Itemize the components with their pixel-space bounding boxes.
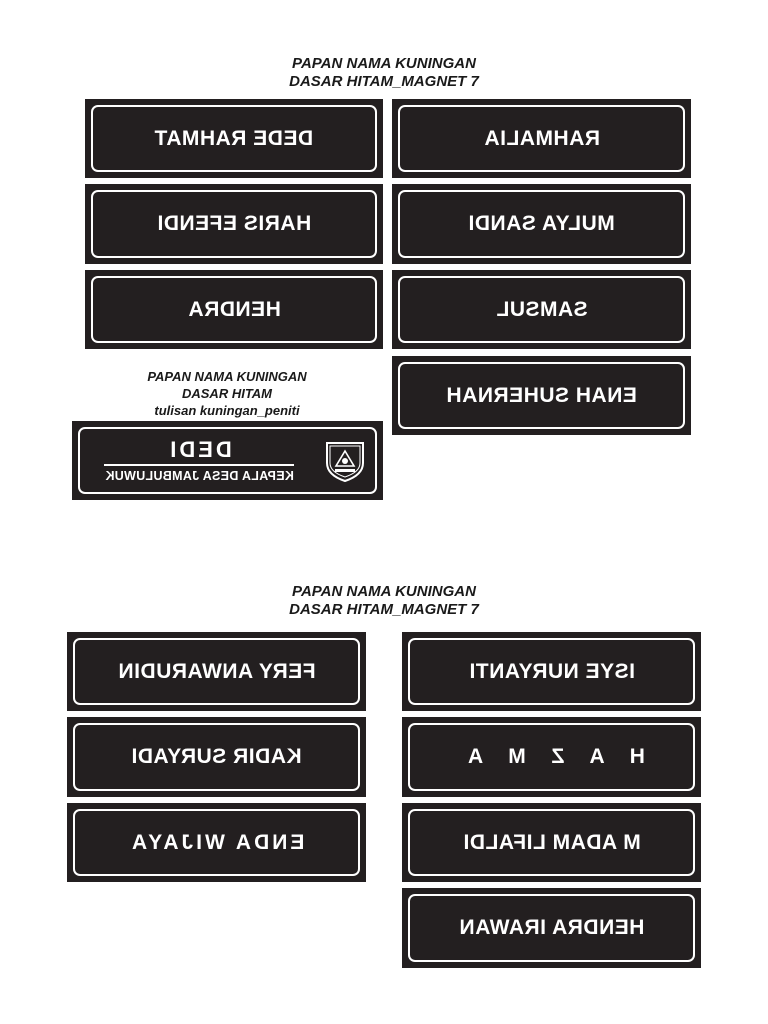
plate-name: DEDE RAHMAT: [154, 126, 314, 150]
name-plate: [402, 632, 701, 711]
plate-border: [408, 638, 695, 705]
plate-border: [73, 638, 360, 705]
plate-name: HARIS EFENDI: [156, 212, 312, 235]
badge-caption-line1: PAPAN NAMA KUNINGAN: [147, 369, 307, 384]
name-plate: [392, 356, 691, 435]
plate-name: MULYA SANDI: [468, 212, 615, 235]
plate-name: KADIR SURYADI: [131, 745, 302, 768]
name-plate: [392, 184, 691, 264]
plate-name: ENDA WIJAYA: [128, 830, 305, 854]
badge-border: [78, 427, 377, 494]
plate-name: ENAH SUHERNAH: [446, 383, 637, 407]
plate-name: HENDRA IRAWAN: [458, 916, 645, 939]
section1-caption: [234, 55, 534, 91]
name-plate: [392, 99, 691, 178]
name-plate: [67, 632, 366, 711]
plate-border: [408, 894, 695, 962]
plate-name: SAMSUL: [495, 297, 588, 321]
plate-border: [73, 809, 360, 876]
name-plate: [67, 803, 366, 882]
section2-caption: [234, 583, 534, 619]
plate-border: [91, 105, 377, 172]
section1-caption-line1: PAPAN NAMA KUNINGAN: [292, 55, 476, 72]
name-plate: [402, 888, 701, 968]
section2-caption-line1: PAPAN NAMA KUNINGAN: [292, 583, 476, 600]
name-plate: [85, 270, 383, 349]
badge-caption: [102, 368, 352, 419]
plate-name: H A Z M A: [458, 745, 645, 768]
plate-name: M ADAM LIFALDI: [462, 830, 641, 854]
name-badge: [72, 421, 383, 500]
section2-caption-line2: DASAR HITAM_MAGNET 7: [289, 601, 479, 618]
badge-name: DEDI: [167, 437, 232, 462]
plate-border: [408, 809, 695, 876]
name-plate: [85, 99, 383, 178]
plate-name: RAHMALIA: [483, 126, 600, 150]
plate-name: HENDRA: [187, 297, 281, 321]
name-plate: [67, 717, 366, 797]
name-plate: [402, 717, 701, 797]
section1-caption-line2: DASAR HITAM_MAGNET 7: [289, 73, 479, 90]
plate-border: [73, 723, 360, 791]
plate-name: FERY ANWARUDIN: [117, 659, 316, 683]
plate-border: [398, 362, 685, 429]
plate-border: [398, 190, 685, 258]
badge-content: [88, 438, 367, 483]
badge-caption-line3: tulisan kuningan_peniti: [154, 403, 300, 418]
regency-crest-icon: [323, 439, 367, 483]
plate-name: ISYE NURYANTI: [468, 659, 635, 683]
name-plate: [402, 803, 701, 882]
plate-border: [398, 276, 685, 343]
badge-divider: [105, 464, 295, 466]
badge-caption-line2: DASAR HITAM: [181, 386, 273, 401]
plate-border: [398, 105, 685, 172]
badge-subtitle: KEPALA DESA JAMBULUWUK: [105, 469, 294, 483]
name-plate: [392, 270, 691, 349]
name-plate: [85, 184, 383, 264]
plate-border: [91, 190, 377, 258]
plate-border: [408, 723, 695, 791]
badge-texts: [88, 438, 311, 483]
plate-border: [91, 276, 377, 343]
